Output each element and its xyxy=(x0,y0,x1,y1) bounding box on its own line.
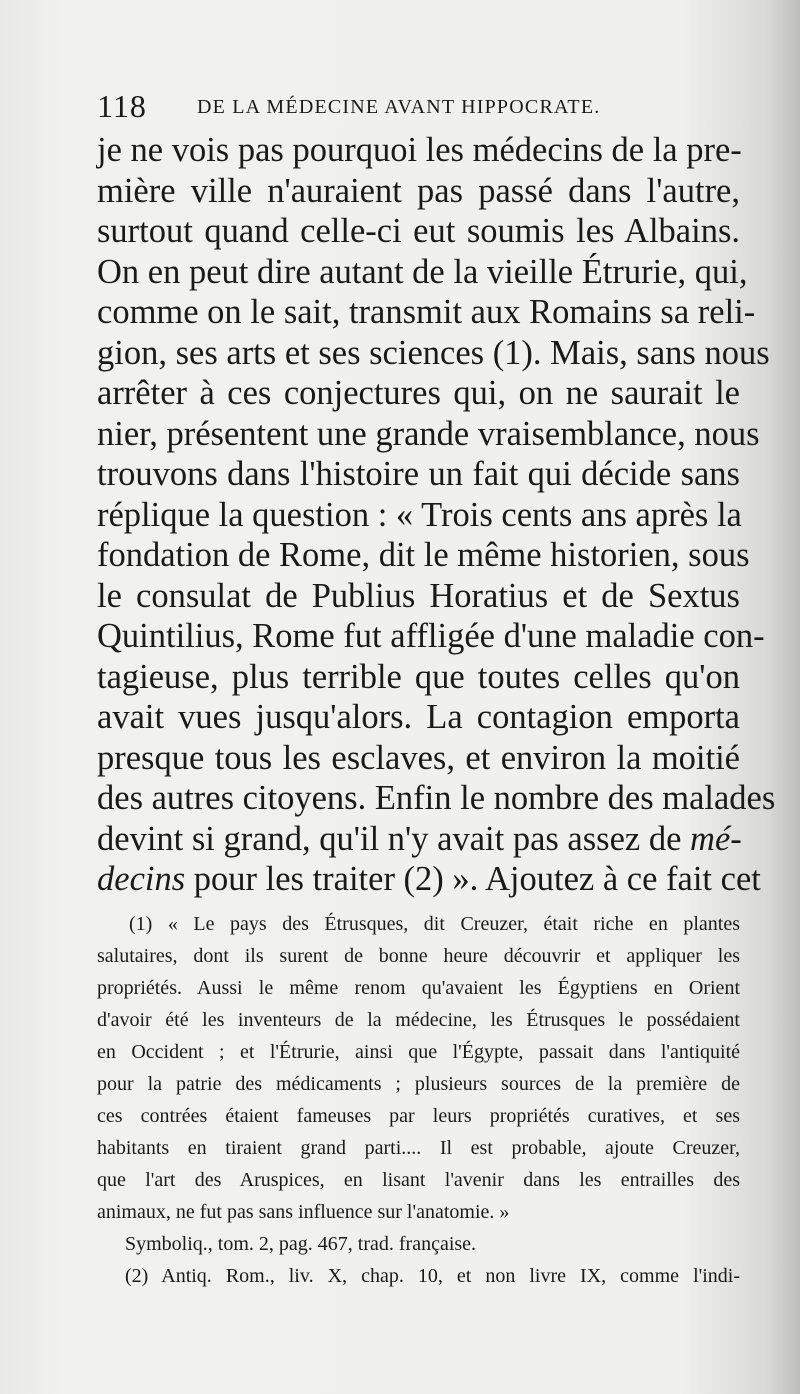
text-line: nier, présentent une grande vraisemblance, nous xyxy=(97,414,760,453)
page-number: 118 xyxy=(97,88,147,124)
footnote-line: pour la patrie des médicaments ; plusieurs sources de la première de xyxy=(97,1073,740,1095)
footnote-line: salutaires, dont ils surent de bonne heure découvrir et appliquer les xyxy=(97,945,740,967)
text-line: avait vues jusqu'alors. La contagion emporta xyxy=(97,698,740,736)
footnote-line: (1) « Le pays des Étrusques, dit Creuzer, était riche en plantes xyxy=(129,913,740,935)
text-line: trouvons dans l'histoire un fait qui décide sans xyxy=(97,455,740,493)
text-line: gion, ses arts et ses sciences (1). Mais, sans nous xyxy=(97,333,770,372)
text-line-part: devint si grand, qu'il n'y avait pas assez de xyxy=(97,819,682,858)
text-line: mière ville n'auraient pas passé dans l'autre, xyxy=(97,171,740,210)
text-line-part: pour les traiter (2) ». Ajoutez à ce fait cet xyxy=(193,860,761,898)
footnote-line: habitants en tiraient grand parti.... Il est probable, ajoute Creuzer, xyxy=(97,1137,740,1159)
text-line: fondation de Rome, dit le même historien, sous xyxy=(97,536,750,574)
text-line: comme on le sait, transmit aux Romains sa reli- xyxy=(97,293,756,331)
text-line: arrêter à ces conjectures qui, on ne saurait le xyxy=(97,374,740,412)
text-line xyxy=(97,819,740,860)
page-header xyxy=(97,88,657,128)
footnote-line: propriétés. Aussi le même renom qu'avaient les Égyptiens en Orient xyxy=(97,977,740,999)
text-line: réplique la question : « Trois cents ans après la xyxy=(97,495,742,534)
text-line: je ne vois pas pourquoi les médecins de la pre- xyxy=(97,131,742,169)
text-line: tagieuse, plus terrible que toutes celles qu'on xyxy=(97,657,740,696)
text-line: surtout quand celle-ci eut soumis les Albains. xyxy=(97,212,740,250)
footnote-line: animaux, ne fut pas sans influence sur l'anatomie. » xyxy=(97,1201,510,1223)
text-line: le consulat de Publius Horatius et de Sextus xyxy=(97,576,740,615)
text-line xyxy=(97,859,761,900)
footnote-line: ces contrées étaient fameuses par leurs propriétés curatives, et ses xyxy=(97,1105,740,1127)
footnote-source: Symboliq., tom. 2, pag. 467, trad. française. xyxy=(125,1233,477,1255)
running-title: DE LA MÉDECINE AVANT HIPPOCRATE. xyxy=(197,96,601,118)
footnote-line: que l'art des Aruspices, en lisant l'avenir dans les entrailles des xyxy=(97,1169,740,1191)
footnote-line: d'avoir été les inventeurs de la médecine, les Étrusques le possédaient xyxy=(97,1009,740,1031)
text-line: Quintilius, Rome fut affligée d'une maladie con- xyxy=(97,617,765,655)
italic-word: decins xyxy=(97,860,186,898)
footnote-line: en Occident ; et l'Étrurie, ainsi que l'Égypte, passait dans l'antiquité xyxy=(97,1041,740,1063)
footnote-line: (2) Antiq. Rom., liv. X, chap. 10, et non livre IX, comme l'indi- xyxy=(125,1265,740,1287)
footnotes xyxy=(97,908,740,1292)
main-text xyxy=(97,130,776,900)
text-line: presque tous les esclaves, et environ la moitié xyxy=(97,738,740,777)
text-line: On en peut dire autant de la vieille Étrurie, qui, xyxy=(97,252,748,291)
text-line: des autres citoyens. Enfin le nombre des malades xyxy=(97,779,776,817)
italic-word: mé- xyxy=(690,819,742,858)
